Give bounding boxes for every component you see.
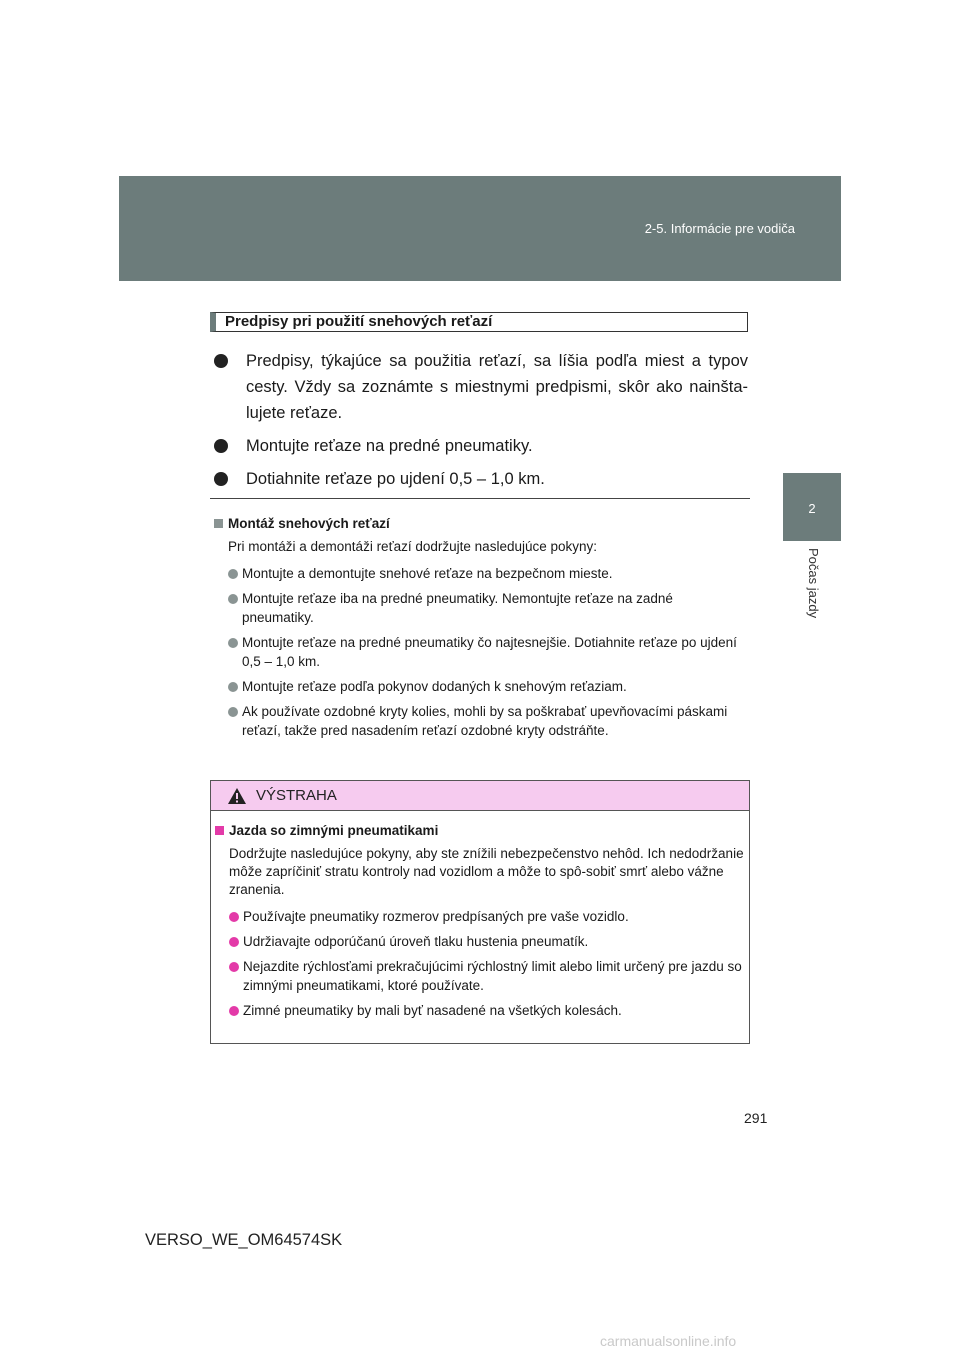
note-item-text: Ak používate ozdobné kryty kolies, mohli by sa poškrabať upevňovacími páskami reťazí, takže pred nasadením reťazí ozdobné kryty odstráňte. [242,704,728,738]
warning-item-text: Zimné pneumatiky by mali byť nasadené na všetkých kolesách. [243,1003,622,1018]
warning-item-text: Nejazdite rýchlosťami prekračujúcimi rýchlostný limit alebo limit určený pre jazdu so zimnými pneumatikami, ktoré používate. [243,959,742,993]
chapter-number: 2 [808,501,816,516]
warning-body [215,823,747,1026]
chapter-tab [783,473,841,541]
section-title: 2-5. Informácie pre vodiča [644,221,795,236]
bullet-icon [229,937,239,947]
bullet-icon [229,962,239,972]
document-code: VERSO_WE_OM64574SK [145,1231,343,1249]
bullet-icon [229,912,239,922]
page-number: 291 [744,1110,768,1126]
bullet-icon [228,594,238,604]
warning-item-text: Používajte pneumatiky rozmerov predpísaných pre vaše vozidlo. [243,909,629,924]
main-item [214,348,748,426]
note-item [214,589,744,627]
chapter-title: Počas jazdy [806,548,821,619]
warning-item [215,957,747,995]
bullet-icon [214,354,228,368]
square-bullet-icon [214,519,223,528]
notes-section [214,516,744,746]
bullet-icon [214,472,228,486]
warning-triangle-icon [227,787,247,805]
main-item [214,466,748,492]
bullet-icon [228,707,238,717]
warning-item [215,907,747,926]
main-item-text: Predpisy, týkajúce sa použitia reťazí, sa líšia podľa miest a typov cesty. Vždy sa zoznámte s miestnymi predpismi, skôr ako nainšta-lujete reťaze. [246,352,748,422]
bullet-icon [228,569,238,579]
warning-item [215,1001,747,1020]
bullet-icon [228,682,238,692]
main-item-text: Montujte reťaze na predné pneumatiky. [246,437,533,455]
bullet-icon [228,638,238,648]
note-item-text: Montujte reťaze na predné pneumatiky čo najtesnejšie. Dotiahnite reťaze po ujdení 0,5 – 1,0 km. [242,635,737,669]
note-item [214,633,744,671]
note-item-text: Montujte reťaze podľa pokynov dodaných k snehovým reťaziam. [242,679,627,694]
note-item-text: Montujte a demontujte snehové reťaze na bezpečnom mieste. [242,566,613,581]
note-item [214,677,744,696]
warning-box [210,780,750,1044]
header-band [119,176,841,281]
warning-heading [215,823,747,838]
notes-intro: Pri montáži a demontáži reťazí dodržujte nasledujúce pokyny: [228,539,598,554]
warning-title: VÝSTRAHA [256,787,337,804]
divider [210,498,750,499]
warning-intro: Dodržujte nasledujúce pokyny, aby ste znížili nebezpečenstvo nehôd. Ich nedodržanie môže zapríčiniť stratu kontroly nad vozidlom a môže to spô-sobiť smrť alebo vážne zranenia. [229,846,744,897]
note-item [214,564,744,583]
main-list [214,348,748,499]
bullet-icon [214,439,228,453]
main-item-text: Dotiahnite reťaze po ujdení 0,5 – 1,0 km. [246,470,545,488]
notes-heading [214,516,744,531]
note-item [214,702,744,740]
warning-item-text: Udržiavajte odporúčanú úroveň tlaku hustenia pneumatík. [243,934,589,949]
bullet-icon [229,1006,239,1016]
note-item-text: Montujte reťaze iba na predné pneumatiky. Nemontujte reťaze na zadné pneumatiky. [242,591,673,625]
square-bullet-icon [215,826,224,835]
section-heading: Predpisy pri použití snehových reťazí [210,312,748,332]
warning-title-bar [211,781,749,811]
warning-item [215,932,747,951]
notes-heading-text: Montáž snehových reťazí [228,516,390,531]
watermark: carmanualsonline.info [600,1333,737,1349]
main-item [214,433,748,459]
warning-heading-text: Jazda so zimnými pneumatikami [229,823,439,838]
